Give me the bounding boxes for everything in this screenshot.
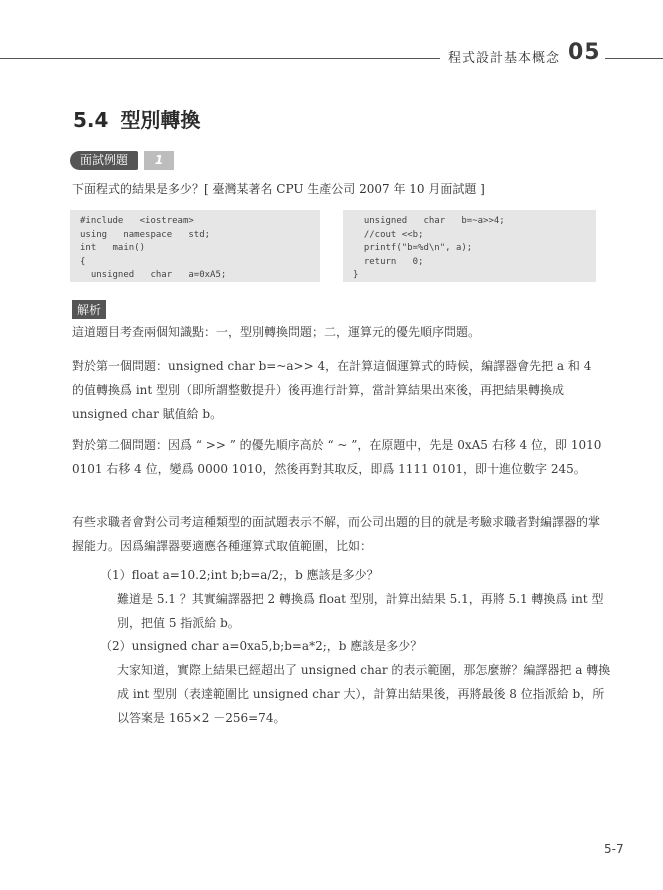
code-line: int main() bbox=[80, 243, 146, 253]
code-line: //cout <<b; bbox=[353, 229, 424, 240]
page-number: 5-7 bbox=[604, 842, 624, 856]
example-item-question: （1）float a=10.2;int b;b=a/2;，b 應該是多少？ bbox=[100, 568, 379, 582]
code-block-right bbox=[343, 210, 596, 282]
chapter-title: 程式設計基本概念 bbox=[448, 51, 561, 66]
analysis-label: 解析 bbox=[72, 300, 106, 319]
badge-label: 面試例題 bbox=[70, 151, 138, 170]
question-text: 下面程式的結果是多少？[ 臺灣某著名 CPU 生產公司 2007 年 10 月面試題 ] bbox=[72, 182, 485, 196]
header-rule-right bbox=[605, 58, 663, 59]
example-item-answer: 大家知道，實際上結果已經超出了 unsigned char 的表示範圍，那怎麼辦？編譯器把 a 轉換成 int 型別（表達範圍比 unsigned char 大），計算出結果後，再將最後 8 位指派給 b，所以答案是 165×2 －256=74。 bbox=[117, 663, 611, 725]
code-block-left bbox=[70, 210, 320, 282]
code-line: return 0; bbox=[353, 256, 424, 267]
badge-number: 1 bbox=[144, 151, 174, 170]
paragraph: 這道題目考查兩個知識點：一，型別轉換問題；二，運算元的優先順序問題。 bbox=[72, 325, 481, 339]
code-line: using namespace std; bbox=[80, 229, 211, 240]
code-line: { bbox=[80, 256, 86, 267]
paragraph: 對於第一個問題：unsigned char b=~a>> 4，在計算這個運算式的時候，編譯器會先把 a 和 4 的值轉換爲 int 型別（即所謂整數提升）後再進行計算，當計算結果出來後，再把結果轉換成 unsigned char 賦值給 b。 bbox=[72, 359, 592, 421]
section-title: 型別轉換 bbox=[120, 108, 201, 132]
code-line: #include <iostream> bbox=[80, 216, 194, 226]
paragraph: 有些求職者會對公司考這種類型的面試題表示不解，而公司出題的目的就是考驗求職者對編譯器的掌握能力。因爲編譯器要適應各種運算式取值範圍，比如： bbox=[72, 515, 601, 553]
paragraph: 對於第二個問題：因爲 “ >> ” 的優先順序高於 “ ~ ”，在原題中，先是 0xA5 右移 4 位，即 1010 0101 右移 4 位，變爲 0000 1010，然後再對其取反，即爲 1111 0101，即十進位數字 245。 bbox=[72, 438, 602, 476]
code-line: unsigned char a=0xA5; bbox=[80, 270, 227, 280]
code-line: } bbox=[353, 270, 359, 280]
example-item-question: （2）unsigned char a=0xa5,b;b=a*2;，b 應該是多少？ bbox=[100, 639, 423, 653]
header-rule-left bbox=[0, 58, 440, 59]
example-item-answer: 難道是 5.1 ？其實編譯器把 2 轉換爲 float 型別，計算出結果 5.1，再將 5.1 轉換爲 int 型別，把值 5 指派給 b。 bbox=[117, 592, 604, 630]
section-heading bbox=[73, 104, 200, 133]
code-line: unsigned char b=~a>>4; bbox=[353, 216, 505, 226]
interview-example-badge bbox=[70, 151, 174, 170]
section-number: 5.4 bbox=[73, 108, 109, 132]
chapter-number: 05 bbox=[568, 40, 601, 65]
code-line: printf("b=%d\n", a); bbox=[353, 243, 473, 253]
